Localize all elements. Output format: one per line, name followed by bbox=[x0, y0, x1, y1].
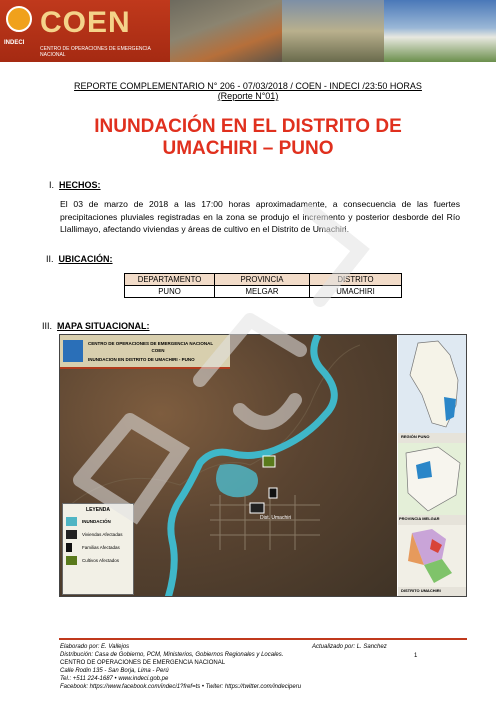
section-hechos-heading: I. HECHOS: bbox=[49, 180, 101, 190]
families-marker-icon bbox=[269, 488, 277, 498]
header-provincia: PROVINCIA bbox=[215, 274, 310, 286]
page-title: INUNDACIÓN EN EL DISTRITO DE bbox=[94, 116, 402, 137]
inset-district-label: DISTRITO UMACHIRI bbox=[401, 588, 441, 593]
legend-item: Viviendas Afectadas bbox=[66, 530, 130, 539]
map-header bbox=[60, 335, 230, 369]
cell-distrito: UMACHIRI bbox=[310, 286, 402, 298]
map-header-coen: COEN bbox=[151, 348, 165, 353]
map-header-subtitle: INUNDACION EN DISTRITO DE UMACHIRI - PUNO bbox=[88, 357, 195, 362]
situational-map bbox=[59, 334, 467, 597]
inset-province bbox=[397, 443, 467, 525]
map-legend bbox=[62, 503, 134, 595]
flood-area bbox=[216, 464, 258, 497]
banner-photo-flood bbox=[282, 0, 384, 62]
footer-social: Facebook: https://www.facebook.com/indeci1?fref=ts • Twiter: https://twitter.com/indeciperu bbox=[60, 684, 302, 690]
legend-item: INUNDACIÓN bbox=[66, 517, 130, 526]
melgar-outline bbox=[398, 525, 467, 587]
inset-province-label: PROVINCIA MELGAR bbox=[399, 516, 440, 521]
coen-map-logo-icon bbox=[63, 340, 83, 362]
family-legend-icon bbox=[66, 543, 72, 552]
peru-outline bbox=[398, 335, 467, 433]
houses-marker-icon bbox=[250, 503, 264, 513]
report-number: REPORTE COMPLEMENTARIO N° 206 - 07/03/2018 / COEN - INDECI /23:50 HORAS bbox=[74, 81, 422, 91]
indeci-label: INDECI bbox=[4, 40, 25, 46]
footer-elaborado: Elaborado por: E. Vallejos bbox=[60, 644, 130, 650]
footer-rule bbox=[59, 638, 467, 640]
satellite-map bbox=[60, 335, 397, 597]
inset-region-label: REGIÓN PUNO bbox=[401, 434, 430, 439]
flood-legend-icon bbox=[66, 517, 77, 526]
banner-photo-workers bbox=[170, 0, 282, 62]
footer-distribucion: Distribución: Casa de Gobierno, PCM, Ministerios, Gobiernos Regionales y Locales. bbox=[60, 652, 284, 658]
coen-logo bbox=[0, 0, 170, 62]
puno-outline bbox=[398, 443, 467, 515]
map-header-title: CENTRO DE OPERACIONES DE EMERGENCIA NACIONAL bbox=[88, 341, 214, 346]
header-banner bbox=[0, 0, 496, 62]
crops-legend-icon bbox=[66, 556, 77, 565]
indeci-emblem-icon bbox=[6, 6, 32, 32]
footer-address: Calle Rodin 135 - San Borja, Lima - Perú bbox=[60, 668, 169, 674]
section-ubicacion-heading: II. UBICACIÓN: bbox=[46, 254, 113, 264]
page-number: 1 bbox=[414, 653, 418, 659]
location-table-row bbox=[125, 286, 402, 298]
footer-phone: Tel.: +511 224-1687 • www.indeci.gob.pe bbox=[60, 676, 169, 682]
report-sub: (Reporte N°01) bbox=[217, 91, 279, 101]
legend-item: Familias Afectadas bbox=[66, 543, 130, 552]
location-table-header bbox=[125, 274, 402, 286]
house-legend-icon bbox=[66, 530, 77, 539]
location-table bbox=[124, 273, 402, 298]
inset-district bbox=[397, 525, 467, 597]
town-grid bbox=[210, 495, 320, 550]
footer-centro: CENTRO DE OPERACIONES DE EMERGENCIA NACIONAL bbox=[60, 660, 226, 666]
banner-photo-building bbox=[384, 0, 496, 62]
legend-item: Cultivos Afectados bbox=[66, 556, 130, 565]
coen-brand: COEN bbox=[40, 6, 131, 39]
section-mapa-heading: III. MAPA SITUACIONAL: bbox=[42, 321, 150, 331]
crops-marker-icon bbox=[263, 456, 275, 467]
inset-region bbox=[397, 335, 467, 443]
town-label: Dist. Umachiri bbox=[260, 515, 292, 521]
cell-provincia: MELGAR bbox=[215, 286, 310, 298]
page-title-2: UMACHIRI – PUNO bbox=[162, 138, 334, 159]
hechos-text: El 03 de marzo de 2018 a las 17:00 horas aproximadamente, a consecuencia de las fuertes precipitaciones pluviales registradas en la zona se produjo el incremento y posterior desborde del Río Llallimayo, afectando viviendas y áreas de cultivo en el Distrito de Umachiri. bbox=[60, 199, 460, 234]
coen-subtitle: CENTRO DE OPERACIONES DE EMERGENCIA NACIONAL bbox=[40, 46, 151, 58]
river-llallimayo bbox=[168, 335, 334, 597]
footer-actualizado: Actualizado por: L. Sanchez bbox=[312, 644, 387, 650]
legend-title: LEYENDA bbox=[86, 507, 110, 513]
header-departamento: DEPARTAMENTO bbox=[125, 274, 215, 286]
header-distrito: DISTRITO bbox=[310, 274, 402, 286]
cell-departamento: PUNO bbox=[125, 286, 215, 298]
